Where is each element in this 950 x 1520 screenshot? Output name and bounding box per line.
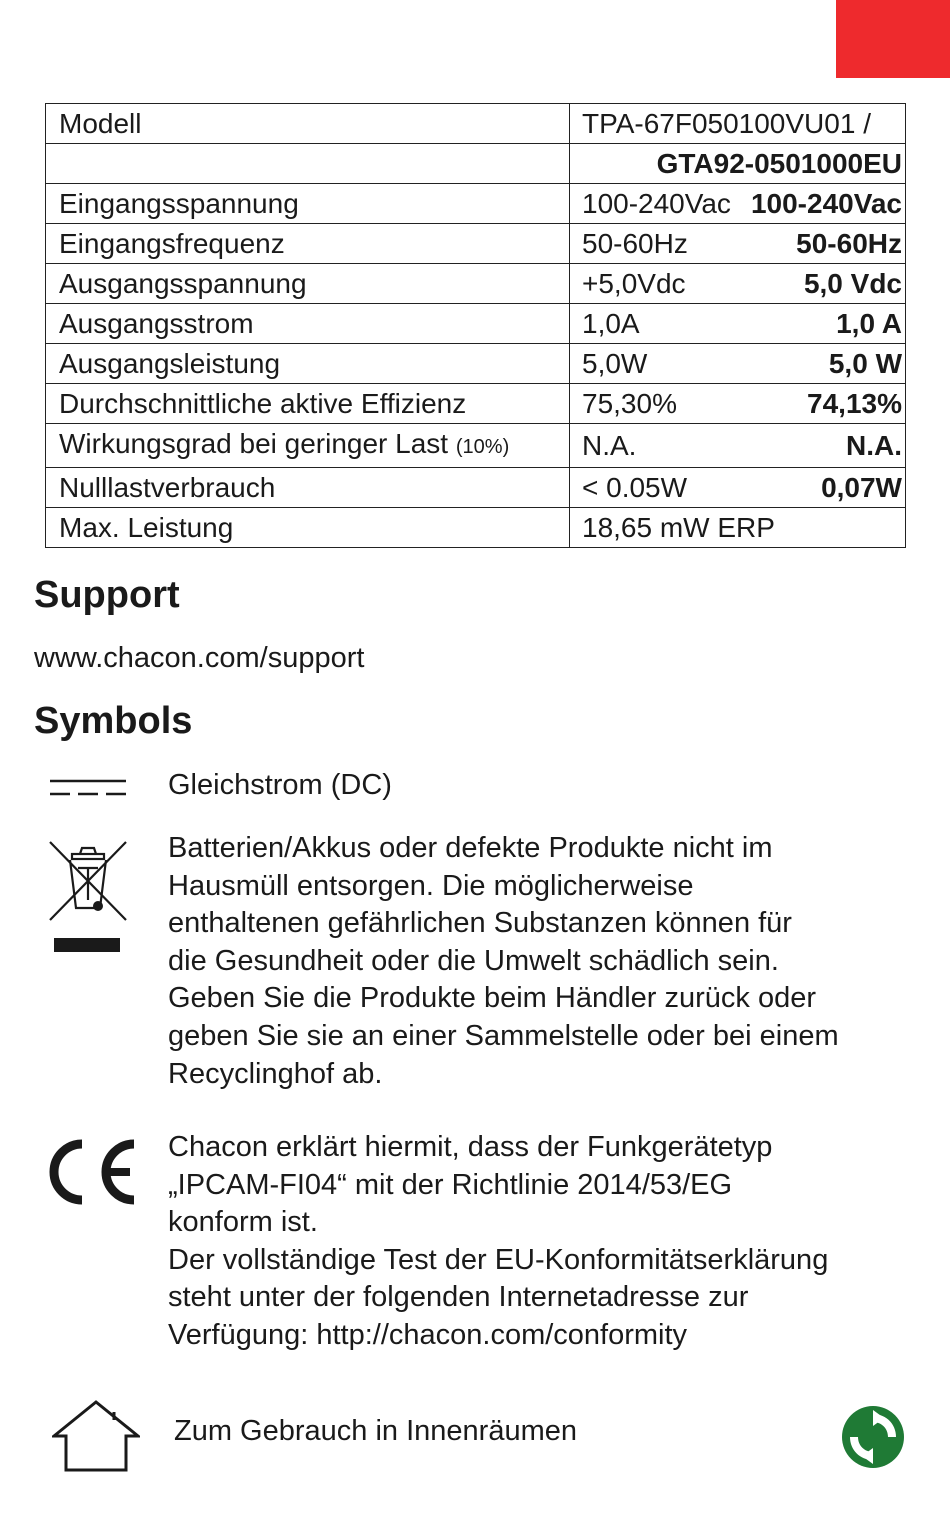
- spec-row: [46, 144, 906, 184]
- weee-line: Geben Sie die Produkte beim Händler zurück oder: [168, 982, 817, 1015]
- spec-value-tpa: 1,0A: [582, 308, 640, 339]
- spec-value: [570, 508, 906, 548]
- spec-label-text: Eingangsspannung: [59, 188, 299, 219]
- spec-value-tpa: 50-60Hz: [582, 228, 688, 259]
- spec-value: [570, 224, 906, 264]
- spec-label: [46, 424, 570, 468]
- spec-row: [46, 184, 906, 224]
- spec-value-gta: 100-240Vac: [750, 188, 902, 219]
- spec-label-text: Ausgangsstrom: [59, 308, 254, 339]
- support-heading: Support: [34, 574, 180, 616]
- spec-label: [46, 384, 570, 424]
- spec-value-tpa: 100-240Vac: [582, 188, 731, 219]
- dc-symbol-text: Gleichstrom (DC): [168, 769, 392, 801]
- ce-line: steht unter der folgenden Internetadresse zur: [168, 1281, 749, 1314]
- spec-label: [46, 184, 570, 224]
- spec-value-gta: GTA92-0501000EU: [656, 148, 902, 179]
- spec-value: [570, 104, 906, 144]
- spec-row: [46, 224, 906, 264]
- spec-value-gta: 0,07W: [821, 472, 902, 503]
- spec-label: [46, 508, 570, 548]
- indoor-text: Zum Gebrauch in Innenräumen: [174, 1415, 577, 1447]
- weee-line: Recyclinghof ab.: [168, 1057, 383, 1090]
- spec-label: [46, 264, 570, 304]
- spec-value-tpa: 5,0W: [582, 348, 648, 379]
- spec-label: [46, 224, 570, 264]
- spec-label-text: Modell: [59, 108, 142, 139]
- spec-value-gta: 5,0 Vdc: [803, 268, 902, 299]
- spec-value: [570, 144, 906, 184]
- spec-label: [46, 304, 570, 344]
- spec-row: [46, 264, 906, 304]
- green-dot-recycling-icon: [840, 1404, 906, 1470]
- spec-value-tpa: +5,0Vdc: [582, 268, 686, 299]
- weee-line: enthaltenen gefährlichen Substanzen können für: [168, 907, 792, 940]
- spec-label: [46, 344, 570, 384]
- spec-label-text: Nulllastverbrauch: [59, 472, 276, 503]
- weee-line: geben Sie sie an einer Sammelstelle oder bei einem: [168, 1019, 839, 1052]
- spec-value: [570, 468, 906, 508]
- spec-value: [570, 424, 906, 468]
- spec-row: [46, 384, 906, 424]
- spec-row: [46, 344, 906, 384]
- spec-row: [46, 508, 906, 548]
- spec-label-text: Max. Leistung: [59, 512, 234, 543]
- red-corner-tab: [836, 0, 950, 78]
- ce-line: Chacon erklärt hiermit, dass der Funkgerätetyp: [168, 1131, 773, 1163]
- spec-row: [46, 424, 906, 468]
- spec-value: [570, 264, 906, 304]
- spec-value-gta: 1,0 A: [836, 308, 902, 339]
- spec-value: [570, 304, 906, 344]
- ce-line: konform ist.: [168, 1206, 318, 1239]
- house-icon: [52, 1398, 140, 1474]
- support-url[interactable]: www.chacon.com/support: [34, 642, 365, 674]
- spec-label-text: Ausgangsleistung: [59, 348, 281, 379]
- spec-value-tpa: 18,65 mW ERP: [582, 512, 775, 543]
- spec-value: [570, 344, 906, 384]
- spec-label-text: Wirkungsgrad bei geringer Last: [59, 428, 449, 459]
- crossed-bin-icon: [48, 838, 128, 956]
- spec-value-tpa: < 0.05W: [582, 472, 688, 503]
- ce-line: „IPCAM-FI04“ mit der Richtlinie 2014/53/EG: [168, 1168, 733, 1201]
- spec-row: [46, 468, 906, 508]
- spec-value-gta: 50-60Hz: [796, 228, 902, 259]
- spec-label: [46, 104, 570, 144]
- spec-label-suffix: (10%): [455, 436, 510, 458]
- spec-value-gta: N.A.: [846, 430, 902, 461]
- spec-value: [570, 184, 906, 224]
- ce-text: [168, 1129, 828, 1355]
- spec-label: [46, 144, 570, 184]
- spec-value: [570, 384, 906, 424]
- spec-value-tpa: TPA-67F050100VU01 /: [582, 108, 871, 139]
- symbols-heading: Symbols: [34, 700, 193, 742]
- spec-row: [46, 104, 906, 144]
- ce-line: Verfügung: http://chacon.com/conformity: [168, 1318, 688, 1351]
- spec-value-tpa: N.A.: [582, 430, 637, 461]
- spec-table: [45, 103, 906, 548]
- weee-line: Batterien/Akkus oder defekte Produkte nicht im: [168, 832, 773, 864]
- spec-value-gta: 5,0 W: [828, 348, 902, 379]
- weee-text: [168, 830, 839, 1093]
- spec-label-text: Eingangsfrequenz: [59, 228, 285, 259]
- spec-row: [46, 304, 906, 344]
- spec-label-text: Durchschnittliche aktive Effizienz: [59, 388, 467, 419]
- spec-value-tpa: 75,30%: [582, 388, 677, 419]
- dc-symbol-icon: [50, 778, 128, 798]
- spec-label-text: Ausgangsspannung: [59, 268, 307, 299]
- spec-value-gta: 74,13%: [807, 388, 902, 419]
- ce-mark-icon: [40, 1136, 138, 1208]
- ce-line: Der vollständige Test der EU-Konformitätserklärung: [168, 1243, 829, 1276]
- weee-line: Hausmüll entsorgen. Die möglicherweise: [168, 869, 694, 902]
- weee-line: die Gesundheit oder die Umwelt schädlich sein.: [168, 944, 779, 977]
- spec-label: [46, 468, 570, 508]
